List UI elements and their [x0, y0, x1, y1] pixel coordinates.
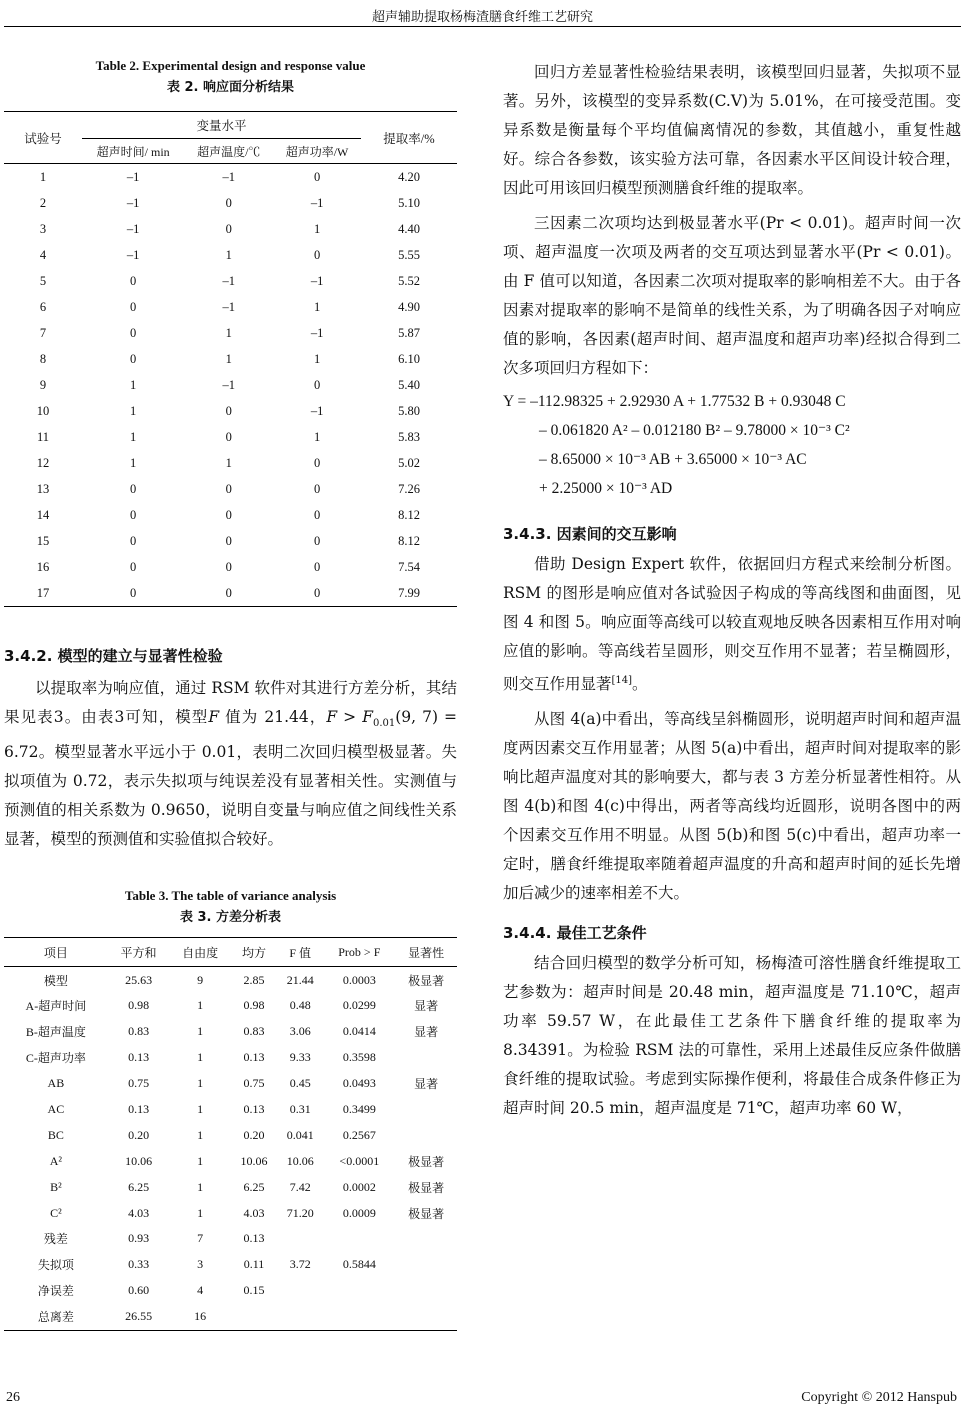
table2-cell: –1 [126, 247, 140, 262]
table2-cell: 6.10 [398, 351, 420, 366]
table2-cell: 5.10 [398, 195, 420, 210]
table3-cell: 总离差 [37, 1310, 74, 1325]
table3-cell: 26.55 [125, 1309, 153, 1324]
table3-cell: 0.13 [128, 1101, 150, 1116]
table3-cell: 4 [197, 1283, 204, 1298]
table3-header-cell: Prob > F [323, 938, 395, 967]
table2-row [4, 502, 457, 528]
table3-header-row [4, 938, 457, 967]
table3-cell [277, 1226, 323, 1252]
table3-header-cell: 平方和 [108, 938, 170, 967]
table2-cell: 1 [130, 403, 137, 418]
table3-cell: 0.11 [243, 1257, 265, 1272]
table3-cell: 1 [197, 1050, 204, 1065]
table2-cell: –1 [222, 299, 235, 314]
table2-cell: 0 [313, 377, 321, 392]
table2-cell: 0 [225, 533, 232, 548]
table3-cell: 净误差 [37, 1284, 74, 1299]
table3-cell: B-超声温度 [25, 1025, 86, 1040]
table2-cell: –1 [222, 273, 235, 288]
table3-cell: 0.98 [128, 998, 150, 1013]
table2-cell: 12 [36, 455, 50, 470]
table3-cell: A-超声时间 [25, 999, 87, 1014]
table3-cell: 10.06 [240, 1153, 268, 1168]
table3-cell: A² [49, 1153, 63, 1168]
running-header: 超声辅助提取杨梅渣膳食纤维工艺研究 [371, 10, 593, 25]
table3-cell: 1 [197, 1101, 204, 1116]
right-paragraph-5: 结合回归模型的数学分析可知，杨梅渣可溶性膳食纤维提取工艺参数为：超声时间是 20.48 min，超声温度是 71.10℃，超声功率 59.57 W，在此最佳工艺条件下膳食纤维的提取率为 8.34391。为检验 RSM 法的可靠性，采用上述最佳反应条件做膳食纤维的提取试验。考虑到实际操作便利，将最佳合成条件修正为超声时间 20.5 min，超声温度是 71℃，超声功率 60 W， [503, 954, 961, 1118]
table2-cell: 5.87 [398, 325, 420, 340]
table3 [4, 937, 457, 1330]
table3-cell: 0.93 [128, 1231, 150, 1246]
table3-header-cell: F 值 [277, 938, 323, 967]
table3-cell: <0.0001 [339, 1153, 380, 1168]
table3-cell: 1 [197, 1024, 204, 1039]
table3-cell [323, 1226, 395, 1252]
table2-body [4, 164, 457, 607]
table3-row [4, 1174, 457, 1200]
table3-row [4, 1200, 457, 1226]
table2-cell: –1 [310, 325, 324, 340]
table3-cell: 0.0002 [342, 1179, 376, 1194]
table2-cell: –1 [126, 169, 140, 184]
table3-cell: 0.5844 [342, 1257, 376, 1272]
table2-cell: 1 [225, 351, 232, 366]
table3-cell: 极显著 [408, 973, 445, 988]
table2-cell: 0 [130, 507, 137, 522]
table3-cell: 极显著 [408, 1180, 445, 1195]
table2-cell: 1 [130, 377, 137, 392]
table3-cell: 10.06 [286, 1153, 314, 1168]
table3-cell [395, 1097, 457, 1123]
table3-cell: 0.75 [243, 1076, 265, 1091]
table2-row [4, 528, 457, 554]
section-3-4-4-heading: 3.4.4. 最佳工艺条件 [503, 924, 647, 943]
table2-row [4, 216, 457, 242]
table2-cell: 0 [130, 559, 137, 574]
table2-cell: 5.52 [398, 273, 420, 288]
section-3-4-2-paragraph: 以提取率为响应值，通过 RSM 软件对其进行方差分析，其结果见表3。由表3可知，模型F 值为 21.44，$F > F_{0.01}(9$, 7) = 6.72。模型显著水平远小于 0.01，表明二次回归模型极显著。失拟项值为 0.72，表示失拟项与纯误差没有显著相关性。实测值与预测值的相关系数为 0.9650，说明自变量与响应值之间线性关系显著，模型的预测值和实验值拟合较好。 [4, 679, 457, 849]
table2-cell: 0 [130, 533, 137, 548]
table3-header-cell: 自由度 [169, 938, 231, 967]
table3-cell: 3.06 [289, 1024, 311, 1039]
table2-cell: 5.40 [398, 377, 420, 392]
table2-cell: 0 [313, 247, 321, 262]
table2 [4, 111, 457, 607]
table3-cell: 0.15 [243, 1283, 265, 1298]
table2-cell: 8.12 [398, 507, 420, 522]
table3-row [4, 1304, 457, 1330]
table3-cell: 6.25 [243, 1179, 265, 1194]
table2-cell: –1 [126, 221, 140, 236]
table3-cell: 0.0414 [342, 1024, 376, 1039]
table3-cell: 0.20 [128, 1127, 150, 1142]
table2-cell: –1 [310, 195, 324, 210]
table3-row [4, 1097, 457, 1123]
table3-cell: BC [47, 1127, 64, 1142]
table2-header-temp: 超声温度/℃ [184, 139, 273, 164]
table2-header-time: 超声时间/ min [82, 139, 184, 164]
table2-cell: 8 [39, 351, 47, 366]
table2-row [4, 476, 457, 502]
table2-cell: 10 [36, 403, 50, 418]
table3-cell: 0.48 [289, 998, 311, 1013]
table2-cell: 0 [130, 299, 137, 314]
table2-cell: 1 [313, 351, 321, 366]
equation-line-4: + 2.25000 × 10⁻³ AD [539, 480, 673, 497]
table2-cell: 5 [39, 273, 47, 288]
table2-cell: –1 [222, 169, 235, 184]
table3-cell: 0.31 [289, 1101, 311, 1116]
table2-cell: 7.26 [398, 481, 420, 496]
table3-cell: 16 [194, 1309, 207, 1324]
table3-cell: 0.0003 [342, 972, 376, 987]
right-paragraph-4: 从图 4(a)中看出，等高线呈斜椭圆形，说明超声时间和超声温度两因素交互作用显著；从图 5(a)中看出，超声时间对提取率的影响比超声温度对其的影响要大，都与表 3 方差分析显著性相符。从图 4(b)和图 4(c)中得出，两者等高线均近圆形，说明各图中的两个因素交互作用不明显。从图 5(b)和图 5(c)中看出，超声功率一定时，膳食纤维提取率随着超声温度的升高和超声时间的延长先增加后减少的速率相差不大。 [503, 710, 961, 903]
table3-cell: 残差 [43, 1232, 68, 1247]
table2-cell: 3 [39, 221, 47, 236]
table3-cell: 0.3499 [342, 1101, 376, 1116]
equation-line-1: Y = –112.98325 + 2.92930 A + 1.77532 B + 0.93048 C [503, 393, 846, 410]
table3-cell: 0.20 [243, 1127, 265, 1142]
table3-cell: 失拟项 [37, 1258, 74, 1273]
table2-caption-en: Table 2. Experimental design and response value [95, 58, 366, 73]
table3-cell: 71.20 [286, 1205, 314, 1220]
table2-cell: 1 [39, 169, 47, 184]
right-paragraph-1: 回归方差显著性检验结果表明，该模型回归显著，失拟项不显著。另外，该模型的变异系数(C.V)为 5.01%，在可接受范围。变异系数是衡量每个平均值偏离情况的参数，其值越小，重复性越好。综合各参数，该实验方法可靠，各因素水平区间设计较合理，因此可用该回归模型预测膳食纤维的提取率。 [503, 63, 961, 197]
table3-cell: 显著 [414, 1025, 439, 1040]
table3-cell: 0.13 [128, 1050, 150, 1065]
table3-cell: 1 [197, 1179, 204, 1194]
table3-body [4, 967, 457, 1330]
table2-cell: 0 [313, 507, 321, 522]
table2-header-trial: 试验号 [4, 112, 82, 164]
table2-row [4, 398, 457, 424]
table3-cell: 0.13 [243, 1231, 265, 1246]
table2-caption-zh: 表 2. 响应面分析结果 [166, 80, 295, 95]
table3-cell: 0.33 [128, 1257, 150, 1272]
table3-cell: 0.2567 [342, 1127, 376, 1142]
table2-cell: 0 [225, 481, 232, 496]
table2-cell: 5.02 [398, 455, 420, 470]
table2-cell: 1 [225, 325, 232, 340]
table3-cell: 6.25 [128, 1179, 150, 1194]
table3-cell: AB [47, 1076, 65, 1091]
table3-cell: 4.03 [128, 1205, 150, 1220]
table3-cell: 显著 [414, 999, 439, 1014]
table2-row [4, 450, 457, 476]
table2-cell: –1 [310, 273, 324, 288]
table3-cell: 7 [197, 1231, 204, 1246]
table3-row [4, 1226, 457, 1252]
table3-caption-zh: 表 3. 方差分析表 [179, 910, 282, 926]
table3-cell: 1 [197, 1153, 204, 1168]
table2-cell: 0 [313, 481, 321, 496]
table3-cell [395, 1122, 457, 1148]
table2-row [4, 554, 457, 580]
table2-cell: 1 [130, 429, 137, 444]
table3-cell: 显著 [414, 1077, 439, 1092]
table3-cell: 0.98 [243, 998, 265, 1013]
table3-row [4, 993, 457, 1019]
table2-cell: –1 [222, 377, 235, 392]
table3-cell: 模型 [43, 973, 68, 988]
table3-header-cell: 显著性 [395, 938, 457, 967]
table3-header-cell: 项目 [4, 938, 108, 967]
table3-row [4, 1122, 457, 1148]
table2-cell: 5.55 [398, 247, 420, 262]
table3-cell [395, 1304, 457, 1330]
table2-row [4, 346, 457, 372]
table2-cell: 6 [39, 299, 47, 314]
table2-cell: 0 [225, 507, 232, 522]
table2-cell: 5.83 [398, 429, 420, 444]
table3-cell: 0.3598 [342, 1050, 376, 1065]
table2-header-power: 超声功率/W [273, 139, 361, 164]
table2-cell: 7 [39, 325, 47, 340]
table2-cell: 1 [313, 299, 321, 314]
table3-cell [395, 1252, 457, 1278]
table2-cell: 0 [130, 481, 137, 496]
table2-row [4, 164, 457, 191]
table3-cell: C² [50, 1205, 62, 1220]
table3-cell: 25.63 [125, 972, 153, 987]
table2-cell: 17 [36, 585, 50, 600]
table2-cell: 4.90 [398, 299, 420, 314]
table2-cell: 14 [36, 507, 50, 522]
table2-cell: 0 [225, 429, 232, 444]
table3-cell: 0.60 [128, 1283, 150, 1298]
table3-row [4, 1071, 457, 1097]
table3-cell: 3.72 [289, 1257, 311, 1272]
table2-cell: 1 [313, 429, 321, 444]
table2-cell: 7.99 [398, 585, 420, 600]
table3-row [4, 967, 457, 993]
table3-cell: 1 [197, 1205, 204, 1220]
table3-cell: 0.0009 [342, 1205, 376, 1220]
right-paragraph-3: 借助 Design Expert 软件，依据回归方程式来绘制分析图。RSM 的图形是响应值对各试验因子构成的等高线图和曲面图，见图 4 和图 5。响应面等高线可以较直观地反映各因素相互作用对响应值的影响。等高线若呈圆形，则交互作用不显著；若呈椭圆形，则交互作用显著[14]。 [503, 555, 961, 694]
citation-14: [14] [611, 675, 633, 686]
table2-row [4, 190, 457, 216]
table2-cell: 1 [313, 221, 321, 236]
table3-cell [323, 1278, 395, 1304]
table2-cell: 0 [225, 559, 232, 574]
table3-caption-en: Table 3. The table of variance analysis [124, 888, 337, 904]
table3-cell: 7.42 [289, 1179, 311, 1194]
table2-cell: 0 [130, 585, 137, 600]
table3-cell [395, 1226, 457, 1252]
table3-cell: 1 [197, 1076, 204, 1091]
table3-row [4, 1252, 457, 1278]
table3-row [4, 1045, 457, 1071]
table2-cell: 5.80 [398, 403, 420, 418]
left-column [4, 58, 457, 1331]
section-3-4-2-heading: 3.4.2. 模型的建立与显著性检验 [4, 647, 223, 665]
table3-cell: 21.44 [286, 972, 314, 987]
table2-header-group: 变量水平 [82, 112, 361, 139]
table3-cell: 1 [197, 1127, 204, 1142]
table2-cell: 0 [225, 585, 232, 600]
table2-cell: 7.54 [398, 559, 420, 574]
table2-row [4, 580, 457, 607]
table2-cell: 15 [36, 533, 50, 548]
table3-cell: 0.041 [286, 1127, 314, 1142]
table2-cell: 8.12 [398, 533, 420, 548]
table2-cell: 0 [313, 169, 321, 184]
table2-cell: 0 [225, 195, 232, 210]
equation-line-2: – 0.061820 A² – 0.012180 B² – 9.78000 × 10⁻³ C² [539, 422, 850, 439]
table2-row [4, 372, 457, 398]
table3-cell: 极显著 [408, 1206, 445, 1221]
right-paragraph-2: 三因素二次项均达到极显著水平(Pr < 0.01)。超声时间一次项、超声温度一次项及两者的交互项达到显著水平(Pr < 0.01)。由 F 值可以知道，各因素二次项对提取率的影响相差不大。由于各因素对提取率的影响不是简单的线性关系，为了明确各因子对响应值的影响，各因素(超声时间、超声温度和超声功率)经拟合得到二次多项回归方程如下： [503, 214, 961, 377]
copyright: Copyright © 2012 Hanspub [801, 1390, 957, 1405]
table3-cell: 0.45 [289, 1076, 311, 1091]
table2-header-rate: 提取率/% [361, 112, 457, 164]
table3-cell: 0.83 [243, 1024, 265, 1039]
table3-cell: 0.0493 [342, 1076, 376, 1091]
table2-cell: 4.20 [398, 169, 420, 184]
table2-row [4, 268, 457, 294]
equation-line-3: – 8.65000 × 10⁻³ AB + 3.65000 × 10⁻³ AC [539, 451, 807, 468]
table3-cell [395, 1278, 457, 1304]
table2-cell: 0 [313, 533, 321, 548]
table2-cell: 0 [313, 559, 321, 574]
table2-cell: 1 [225, 455, 232, 470]
table3-cell: 0.75 [128, 1076, 150, 1091]
table2-cell: 0 [130, 273, 137, 288]
table2-cell: 0 [225, 221, 232, 236]
table2-row [4, 424, 457, 450]
table2-cell: 4 [39, 247, 47, 262]
table3-cell: 极显著 [408, 1154, 445, 1169]
table3-row [4, 1148, 457, 1174]
table2-cell: 2 [39, 195, 47, 210]
table3-cell: AC [47, 1101, 65, 1116]
section-3-4-3-heading: 3.4.3. 因素间的交互影响 [503, 525, 677, 543]
table3-cell [277, 1278, 323, 1304]
table3-cell [395, 1045, 457, 1071]
table2-row [4, 320, 457, 346]
table2-cell: 0 [225, 403, 232, 418]
table2-cell: 0 [130, 325, 137, 340]
table3-cell: 0.13 [243, 1050, 265, 1065]
page-number: 26 [6, 1390, 20, 1405]
right-column [503, 58, 961, 1123]
table3-cell: 10.06 [125, 1153, 153, 1168]
table2-cell: –1 [126, 195, 140, 210]
table2-row [4, 242, 457, 268]
header-rule [4, 26, 961, 27]
table3-cell: C-超声功率 [25, 1051, 86, 1066]
table3-cell [323, 1304, 395, 1330]
table3-cell: 0.13 [243, 1101, 265, 1116]
table3-header-cell: 均方 [231, 938, 277, 967]
table2-cell: 0 [313, 585, 321, 600]
table3-cell: 9.33 [289, 1050, 311, 1065]
table3-row [4, 1019, 457, 1045]
table2-cell: 9 [39, 377, 47, 392]
table3-cell: B² [50, 1179, 62, 1194]
table2-cell: –1 [310, 403, 324, 418]
table3-cell: 0.0299 [342, 998, 376, 1013]
table2-cell: 4.40 [398, 221, 420, 236]
table3-cell: 4.03 [243, 1205, 265, 1220]
table2-cell: 0 [130, 351, 137, 366]
table2-cell: 16 [36, 559, 50, 574]
table3-cell: 1 [197, 998, 204, 1013]
table3-cell [231, 1304, 277, 1330]
table3-cell [277, 1304, 323, 1330]
table2-cell: 0 [313, 455, 321, 470]
table2-cell: 1 [225, 247, 232, 262]
table2-cell: 11 [36, 429, 50, 444]
table2-cell: 1 [130, 455, 137, 470]
table2-cell: 13 [36, 481, 50, 496]
table3-cell: 3 [197, 1257, 204, 1272]
table3-cell: 0.83 [128, 1024, 150, 1039]
table2-row [4, 294, 457, 320]
table3-cell: 2.85 [243, 972, 265, 987]
table3-cell: 9 [197, 972, 204, 987]
table3-row [4, 1278, 457, 1304]
